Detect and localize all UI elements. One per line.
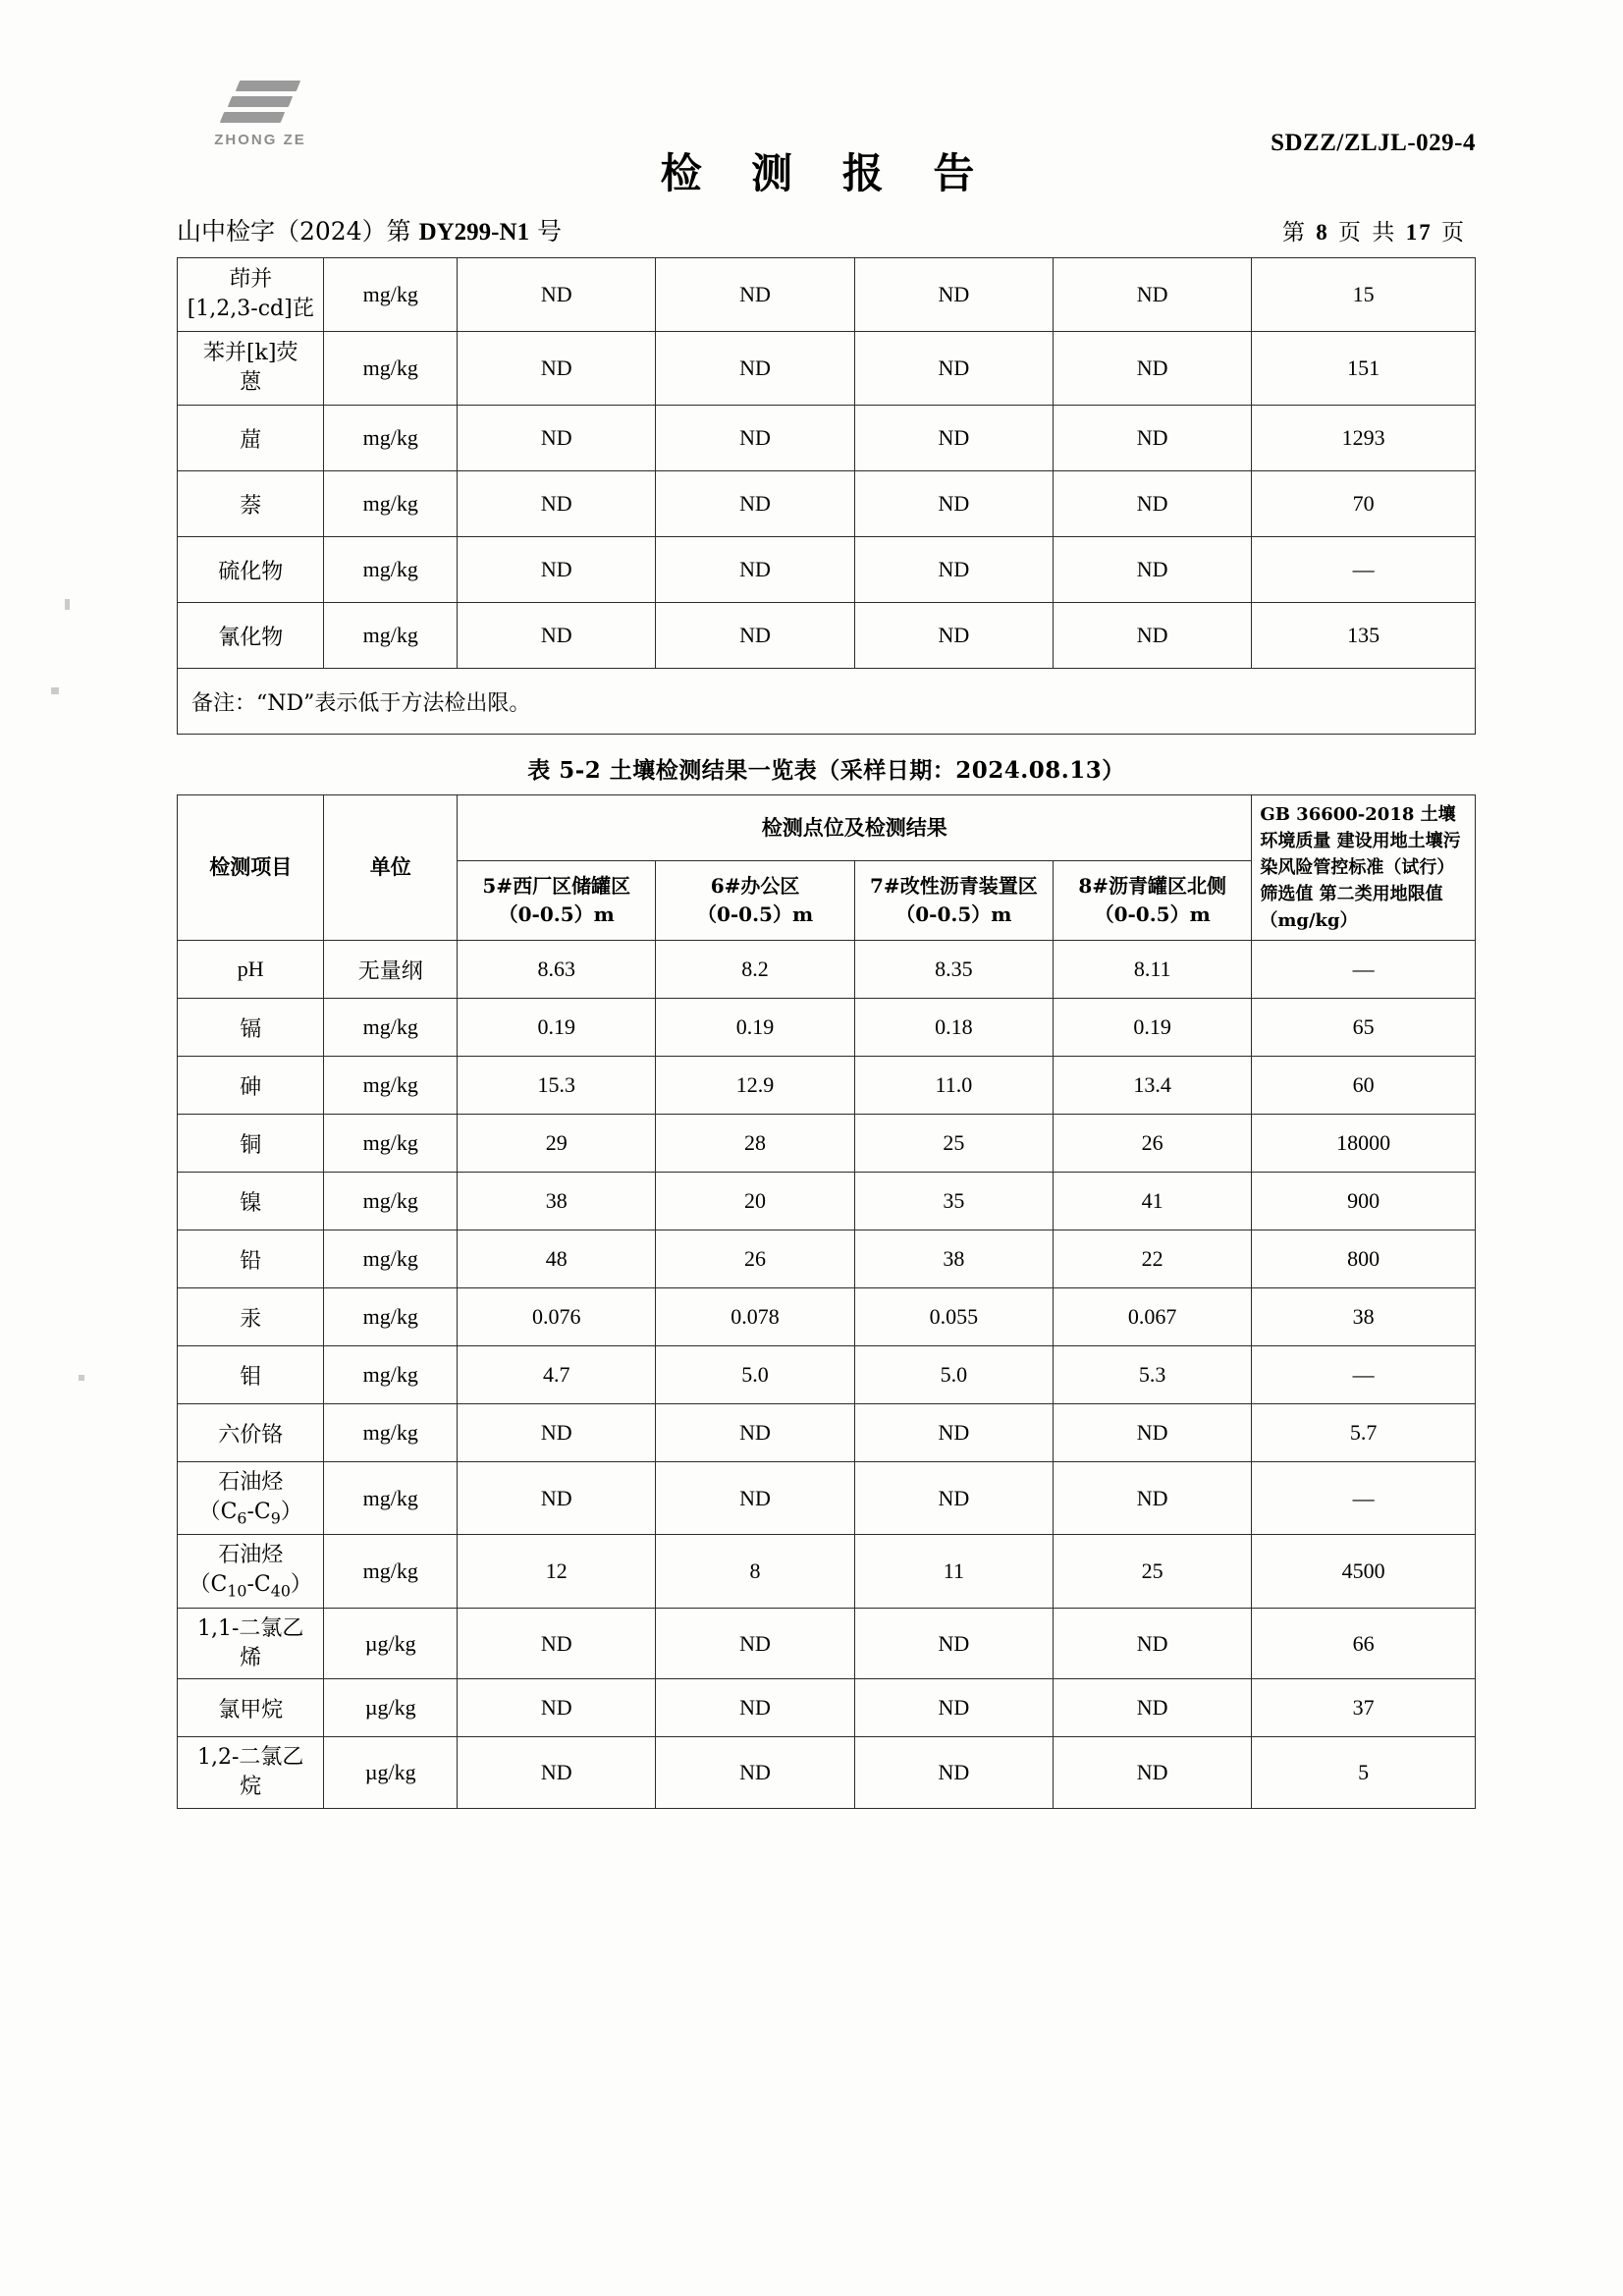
header-point-4-name: 8#沥青罐区北侧 <box>1078 874 1227 899</box>
header-point-4-depth: （0-0.5）m <box>1094 902 1211 927</box>
cell-value-4: 5.3 <box>1054 1346 1252 1404</box>
cell-value-2: 0.078 <box>656 1288 854 1346</box>
cell-value-4: ND <box>1054 537 1252 603</box>
table-body <box>178 941 1476 1809</box>
header-group: 检测点位及检测结果 <box>458 795 1252 861</box>
cell-item: 镍 <box>178 1173 324 1230</box>
cell-value-2: 26 <box>656 1230 854 1288</box>
cell-value-3: ND <box>854 1737 1053 1808</box>
page-title: 检 测 报 告 <box>660 149 993 197</box>
cell-limit: 4500 <box>1252 1535 1476 1608</box>
header-point-2-name: 6#办公区 <box>710 874 800 899</box>
table-row <box>178 1608 1476 1678</box>
cell-item: 汞 <box>178 1288 324 1346</box>
header-point-3-depth: （0-0.5）m <box>895 902 1012 927</box>
cell-value-2: ND <box>656 603 854 669</box>
cell-unit: mg/kg <box>324 999 458 1057</box>
cell-value-1: 0.076 <box>458 1288 656 1346</box>
header-unit: 单位 <box>324 795 458 941</box>
cell-value-2: ND <box>656 1462 854 1535</box>
cell-value-3: 25 <box>854 1115 1053 1173</box>
cell-item: 石油烃 $(C_{10}-C_{40})$ <box>178 1535 324 1608</box>
cell-unit: mg/kg <box>324 603 458 669</box>
cell-value-1: 29 <box>458 1115 656 1173</box>
cell-value-2: ND <box>656 406 854 471</box>
cell-value-4: ND <box>1054 332 1252 406</box>
cell-value-4: ND <box>1054 1679 1252 1737</box>
cell-unit: mg/kg <box>324 1230 458 1288</box>
cell-unit: µg/kg <box>324 1679 458 1737</box>
page-total: 17 <box>1405 220 1433 245</box>
cell-value-4: 22 <box>1054 1230 1252 1288</box>
header-point-2-depth: （0-0.5）m <box>696 902 814 927</box>
cell-unit: mg/kg <box>324 1288 458 1346</box>
cell-item: 䓛 <box>178 406 324 471</box>
table-header-row <box>178 795 1476 861</box>
cell-item: 硫化物 <box>178 537 324 603</box>
cell-value-1: 38 <box>458 1173 656 1230</box>
cell-unit: µg/kg <box>324 1737 458 1808</box>
cell-limit: 60 <box>1252 1057 1476 1115</box>
header-point-1-depth: （0-0.5）m <box>498 902 615 927</box>
cell-value-3: 0.18 <box>854 999 1053 1057</box>
page-current: 8 <box>1316 220 1329 245</box>
cell-value-3: ND <box>854 603 1053 669</box>
cell-value-2: 20 <box>656 1173 854 1230</box>
cell-unit: mg/kg <box>324 406 458 471</box>
header-point-1 <box>458 861 656 941</box>
cell-value-3: ND <box>854 471 1053 537</box>
cell-unit: 无量纲 <box>324 941 458 999</box>
cell-value-4: ND <box>1054 1404 1252 1462</box>
cell-item: 六价铬 <box>178 1404 324 1462</box>
cell-value-3: ND <box>854 1679 1053 1737</box>
cell-item: 石油烃 $(C_6-C_9)$ <box>178 1462 324 1535</box>
logo-text: ZHONG ZE <box>214 132 306 148</box>
cell-value-3: ND <box>854 406 1053 471</box>
cell-value-1: ND <box>458 332 656 406</box>
cell-value-4: 13.4 <box>1054 1057 1252 1115</box>
cell-item: 氰化物 <box>178 603 324 669</box>
cell-value-1: ND <box>458 1404 656 1462</box>
cell-limit: — <box>1252 1462 1476 1535</box>
table-row <box>178 999 1476 1057</box>
cell-value-4: ND <box>1054 406 1252 471</box>
cell-unit: mg/kg <box>324 1404 458 1462</box>
page-label-2: 页 共 <box>1328 220 1406 246</box>
cell-value-2: ND <box>656 1404 854 1462</box>
cell-value-2: 12.9 <box>656 1057 854 1115</box>
page-number <box>1282 214 1466 246</box>
cell-value-4: 41 <box>1054 1173 1252 1230</box>
cell-limit: 70 <box>1252 471 1476 537</box>
cell-unit: µg/kg <box>324 1608 458 1678</box>
cell-limit: 151 <box>1252 332 1476 406</box>
cell-value-3: 11.0 <box>854 1057 1053 1115</box>
table-note-row <box>178 669 1476 735</box>
cell-value-2: 8 <box>656 1535 854 1608</box>
table-row <box>178 941 1476 999</box>
cell-unit: mg/kg <box>324 1057 458 1115</box>
cell-value-2: ND <box>656 471 854 537</box>
cell-value-2: 0.19 <box>656 999 854 1057</box>
cell-value-4: ND <box>1054 1737 1252 1808</box>
report-number-prefix: 山中检字（2024）第 <box>177 217 419 246</box>
table-row <box>178 1346 1476 1404</box>
cell-value-2: 8.2 <box>656 941 854 999</box>
cell-value-3: ND <box>854 1608 1053 1678</box>
cell-unit: mg/kg <box>324 471 458 537</box>
cell-unit: mg/kg <box>324 537 458 603</box>
header-item <box>178 795 324 941</box>
table-row <box>178 1288 1476 1346</box>
cell-unit: mg/kg <box>324 1462 458 1535</box>
cell-value-3: ND <box>854 332 1053 406</box>
cell-value-1: 15.3 <box>458 1057 656 1115</box>
page-label-3: 页 <box>1432 220 1466 246</box>
cell-value-1: ND <box>458 1679 656 1737</box>
cell-limit: — <box>1252 1346 1476 1404</box>
cell-value-1: ND <box>458 1737 656 1808</box>
report-number <box>177 212 562 247</box>
table-row <box>178 1404 1476 1462</box>
cell-value-1: 8.63 <box>458 941 656 999</box>
table-row <box>178 1462 1476 1535</box>
cell-unit: mg/kg <box>324 1115 458 1173</box>
cell-value-2: 5.0 <box>656 1346 854 1404</box>
table-row <box>178 406 1476 471</box>
cell-value-2: ND <box>656 332 854 406</box>
logo-mark-icon <box>218 79 302 126</box>
cell-value-3: ND <box>854 258 1053 332</box>
table-row <box>178 1057 1476 1115</box>
cell-limit: 900 <box>1252 1173 1476 1230</box>
report-number-value: DY299-N1 <box>418 219 530 246</box>
cell-item: 1,2-二氯乙 烷 <box>178 1737 324 1808</box>
cell-value-2: ND <box>656 537 854 603</box>
table-note: 备注：“ND”表示低于方法检出限。 <box>178 669 1476 735</box>
cell-unit: mg/kg <box>324 1173 458 1230</box>
cell-value-4: 0.067 <box>1054 1288 1252 1346</box>
cell-item: 铜 <box>178 1115 324 1173</box>
cell-value-4: 26 <box>1054 1115 1252 1173</box>
cell-value-1: ND <box>458 1462 656 1535</box>
page-header <box>177 69 1476 206</box>
table-caption: 表 5-2 土壤检测结果一览表（采样日期：2024.08.13） <box>527 757 1125 784</box>
cell-limit: 18000 <box>1252 1115 1476 1173</box>
cell-limit: 65 <box>1252 999 1476 1057</box>
cell-value-1: 0.19 <box>458 999 656 1057</box>
cell-limit: — <box>1252 537 1476 603</box>
cell-value-4: ND <box>1054 1462 1252 1535</box>
table-row <box>178 1173 1476 1230</box>
report-number-suffix: 号 <box>529 217 563 246</box>
cell-value-4: 0.19 <box>1054 999 1252 1057</box>
table-row <box>178 1679 1476 1737</box>
document-code: SDZZ/ZLJL-029-4 <box>1271 130 1476 156</box>
cell-value-1: 12 <box>458 1535 656 1608</box>
cell-value-1: ND <box>458 258 656 332</box>
cell-value-3: 8.35 <box>854 941 1053 999</box>
cell-item: 钼 <box>178 1346 324 1404</box>
cell-value-1: ND <box>458 1608 656 1678</box>
cell-limit: 1293 <box>1252 406 1476 471</box>
report-subheader <box>177 212 1476 257</box>
cell-value-3: ND <box>854 537 1053 603</box>
cell-value-1: 48 <box>458 1230 656 1288</box>
header-point-1-name: 5#西厂区储罐区 <box>482 874 631 899</box>
cell-item: 萘 <box>178 471 324 537</box>
cell-value-1: 4.7 <box>458 1346 656 1404</box>
table-row <box>178 1737 1476 1808</box>
header-point-3-name: 7#改性沥青装置区 <box>870 874 1038 899</box>
soil-results-table-continued <box>177 257 1476 735</box>
cell-item: 1,1-二氯乙 烯 <box>178 1608 324 1678</box>
header-point-4 <box>1054 861 1252 941</box>
cell-limit: 38 <box>1252 1288 1476 1346</box>
cell-limit: 5.7 <box>1252 1404 1476 1462</box>
cell-value-3: 5.0 <box>854 1346 1053 1404</box>
cell-value-1: ND <box>458 406 656 471</box>
cell-value-4: ND <box>1054 471 1252 537</box>
cell-value-1: ND <box>458 537 656 603</box>
cell-value-3: 35 <box>854 1173 1053 1230</box>
cell-value-2: 28 <box>656 1115 854 1173</box>
table-row <box>178 471 1476 537</box>
cell-value-2: ND <box>656 1679 854 1737</box>
cell-value-3: 38 <box>854 1230 1053 1288</box>
cell-value-1: ND <box>458 603 656 669</box>
cell-value-3: 0.055 <box>854 1288 1053 1346</box>
cell-value-1: ND <box>458 471 656 537</box>
header-point-3 <box>854 861 1053 941</box>
cell-value-4: ND <box>1054 603 1252 669</box>
cell-item: pH <box>178 941 324 999</box>
cell-value-4: 8.11 <box>1054 941 1252 999</box>
cell-limit: 800 <box>1252 1230 1476 1288</box>
cell-unit: mg/kg <box>324 1535 458 1608</box>
cell-limit: 135 <box>1252 603 1476 669</box>
cell-unit: mg/kg <box>324 1346 458 1404</box>
cell-value-2: ND <box>656 1737 854 1808</box>
table-row <box>178 1230 1476 1288</box>
cell-item: 苯并[k]荧 蒽 <box>178 332 324 406</box>
table-row <box>178 603 1476 669</box>
cell-value-4: 25 <box>1054 1535 1252 1608</box>
table-row <box>178 1115 1476 1173</box>
cell-value-4: ND <box>1054 1608 1252 1678</box>
header-standard: GB 36600-2018 土壤环境质量 建设用地土壤污染风险管控标准（试行）筛选值 第二类用地限值（mg/kg） <box>1252 795 1476 941</box>
cell-value-3: ND <box>854 1462 1053 1535</box>
cell-item: 氯甲烷 <box>178 1679 324 1737</box>
cell-item: 铅 <box>178 1230 324 1288</box>
cell-unit: mg/kg <box>324 332 458 406</box>
cell-value-3: ND <box>854 1404 1053 1462</box>
table-row <box>178 258 1476 332</box>
cell-limit: 5 <box>1252 1737 1476 1808</box>
header-item-label: 检测项目 <box>209 854 293 880</box>
table-row <box>178 332 1476 406</box>
cell-limit: 66 <box>1252 1608 1476 1678</box>
cell-item: 镉 <box>178 999 324 1057</box>
table-row <box>178 537 1476 603</box>
header-point-2 <box>656 861 854 941</box>
cell-limit: 37 <box>1252 1679 1476 1737</box>
table-row <box>178 1535 1476 1608</box>
cell-unit: mg/kg <box>324 258 458 332</box>
cell-value-2: ND <box>656 1608 854 1678</box>
cell-item: 茚并 [1,2,3-cd]芘 <box>178 258 324 332</box>
page-label-1: 第 <box>1281 220 1317 246</box>
cell-item: 砷 <box>178 1057 324 1115</box>
soil-results-table <box>177 794 1476 1809</box>
cell-value-3: 11 <box>854 1535 1053 1608</box>
cell-value-2: ND <box>656 258 854 332</box>
cell-value-4: ND <box>1054 258 1252 332</box>
cell-limit: — <box>1252 941 1476 999</box>
company-logo <box>187 79 334 148</box>
cell-limit: 15 <box>1252 258 1476 332</box>
